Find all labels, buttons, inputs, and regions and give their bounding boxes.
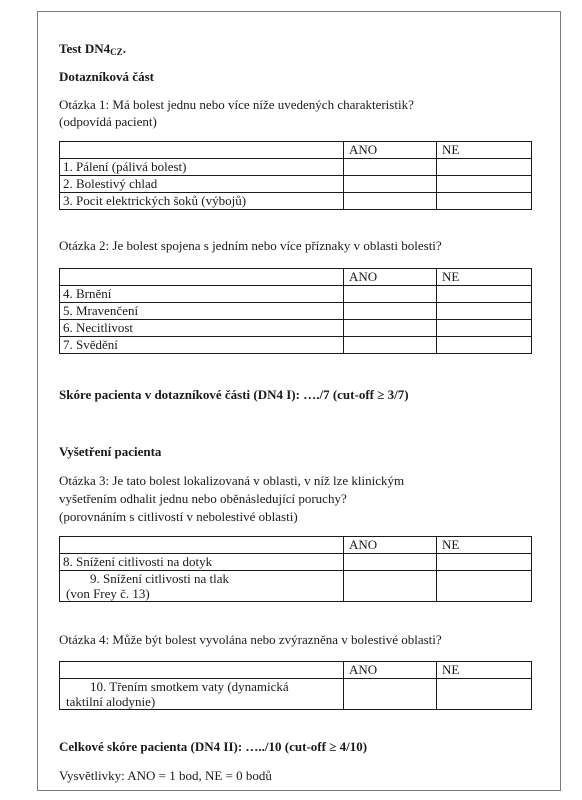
table-row bbox=[60, 554, 532, 571]
table-header-row bbox=[60, 142, 532, 159]
yes-cell[interactable] bbox=[344, 679, 437, 710]
table-row bbox=[60, 320, 532, 337]
table-row bbox=[60, 679, 532, 710]
no-header: NE bbox=[437, 662, 532, 679]
yes-cell[interactable] bbox=[344, 176, 437, 193]
table-row bbox=[60, 193, 532, 210]
no-header: NE bbox=[437, 142, 532, 159]
yes-cell[interactable] bbox=[344, 193, 437, 210]
table-row bbox=[60, 571, 532, 602]
yes-cell[interactable] bbox=[344, 554, 437, 571]
item-label bbox=[60, 571, 344, 602]
question-3-text: Otázka 3: Je tato bolest lokalizovaná v oblasti, v níž lze klinickým bbox=[59, 473, 405, 488]
question-1-table bbox=[59, 141, 532, 210]
yes-cell[interactable] bbox=[344, 337, 437, 354]
no-cell[interactable] bbox=[437, 176, 532, 193]
item-label: 5. Mravenčení bbox=[60, 303, 344, 320]
item-label: 1. Pálení (pálivá bolest) bbox=[60, 159, 344, 176]
document-title: Test $DN4_{CZ}$. bbox=[59, 41, 126, 57]
item-label-line: taktilní alodynie) bbox=[66, 694, 156, 709]
table-row bbox=[60, 303, 532, 320]
no-header: NE bbox=[437, 537, 532, 554]
no-cell[interactable] bbox=[437, 193, 532, 210]
table-row bbox=[60, 337, 532, 354]
item-label-line: 9. Snížení citlivosti na tlak bbox=[90, 571, 230, 586]
total-score: Celkové skóre pacienta (DN4 II): …../10 (cut-off ≥ 4/10) bbox=[59, 739, 368, 754]
table-row bbox=[60, 176, 532, 193]
table-header-row bbox=[60, 269, 532, 286]
question-4-text: Otázka 4: Může být bolest vyvolána nebo zvýrazněna v bolestivé oblasti? bbox=[59, 632, 442, 647]
table-header-row bbox=[60, 662, 532, 679]
question-4-table bbox=[59, 661, 532, 710]
no-cell[interactable] bbox=[437, 286, 532, 303]
no-cell[interactable] bbox=[437, 679, 532, 710]
yes-header: ANO bbox=[344, 142, 437, 159]
question-3-note: (porovnáním s citlivostí v nebolestivé oblasti) bbox=[59, 509, 298, 524]
yes-cell[interactable] bbox=[344, 571, 437, 602]
item-label-line: 10. Třením smotkem vaty (dynamická bbox=[90, 679, 289, 694]
question-2-text: Otázka 2: Je bolest spojena s jedním nebo více příznaky v oblasti bolesti? bbox=[59, 238, 442, 253]
item-label: 4. Brnění bbox=[60, 286, 344, 303]
table-row bbox=[60, 286, 532, 303]
yes-cell[interactable] bbox=[344, 286, 437, 303]
yes-header: ANO bbox=[344, 537, 437, 554]
item-label-line: (von Frey č. 13) bbox=[66, 586, 150, 601]
table-row bbox=[60, 159, 532, 176]
question-1-text: Otázka 1: Má bolest jednu nebo více níže uvedených charakteristik? bbox=[59, 97, 414, 112]
yes-cell[interactable] bbox=[344, 303, 437, 320]
question-3-table bbox=[59, 536, 532, 602]
no-cell[interactable] bbox=[437, 337, 532, 354]
item-label bbox=[60, 679, 344, 710]
item-label: 7. Svědění bbox=[60, 337, 344, 354]
section-heading-questionnaire: Dotazníková část bbox=[59, 69, 154, 84]
item-label: 3. Pocit elektrických šoků (výbojů) bbox=[60, 193, 344, 210]
question-2-table bbox=[59, 268, 532, 354]
yes-header: ANO bbox=[344, 269, 437, 286]
section-heading-examination: Vyšetření pacienta bbox=[59, 444, 162, 459]
legend-note: Vysvětlivky: ANO = 1 bod, NE = 0 bodů bbox=[59, 768, 272, 783]
yes-cell[interactable] bbox=[344, 159, 437, 176]
no-cell[interactable] bbox=[437, 303, 532, 320]
questionnaire-score: Skóre pacienta v dotazníkové části (DN4 I): …./7 (cut-off ≥ 3/7) bbox=[59, 387, 409, 402]
item-label: 6. Necitlivost bbox=[60, 320, 344, 337]
question-3-text-cont: vyšetřením odhalit jednu nebo oběnásledující poruchy? bbox=[59, 491, 347, 506]
item-label: 8. Snížení citlivosti na dotyk bbox=[60, 554, 344, 571]
no-cell[interactable] bbox=[437, 320, 532, 337]
yes-header: ANO bbox=[344, 662, 437, 679]
question-1-note: (odpovídá pacient) bbox=[59, 114, 157, 129]
no-cell[interactable] bbox=[437, 571, 532, 602]
table-header-row bbox=[60, 537, 532, 554]
yes-cell[interactable] bbox=[344, 320, 437, 337]
no-header: NE bbox=[437, 269, 532, 286]
item-label: 2. Bolestivý chlad bbox=[60, 176, 344, 193]
no-cell[interactable] bbox=[437, 159, 532, 176]
no-cell[interactable] bbox=[437, 554, 532, 571]
